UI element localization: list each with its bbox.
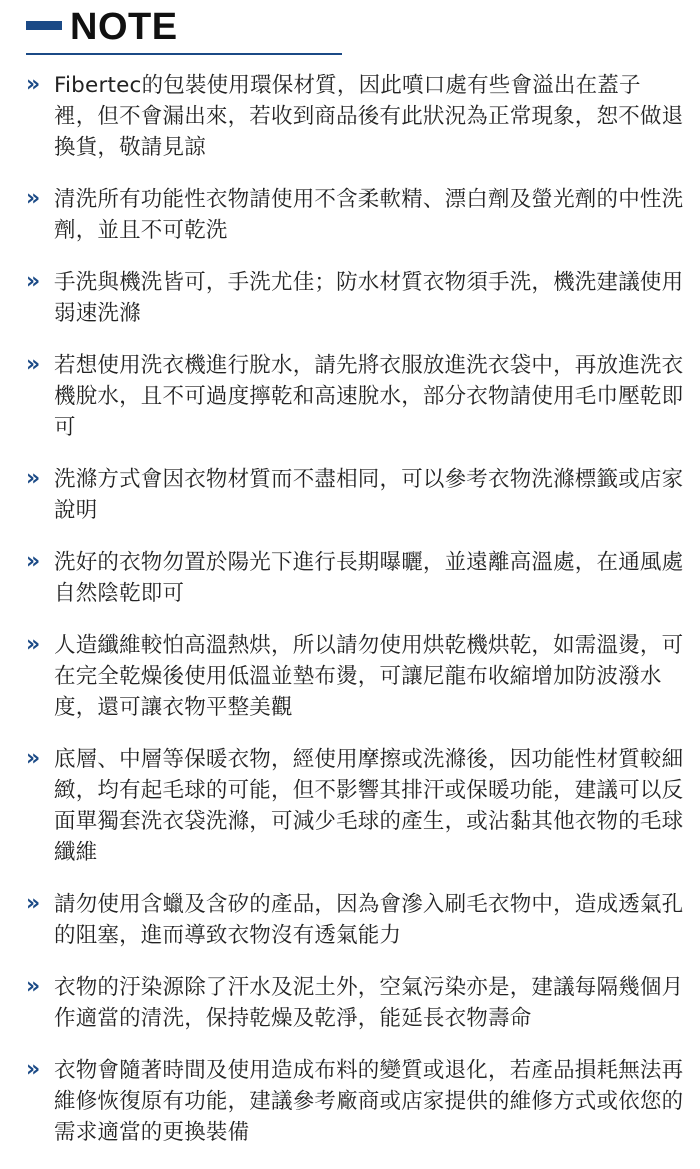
note-text: 若想使用洗衣機進行脫水，請先將衣服放進洗衣袋中，再放進洗衣機脫水，且不可過度擰乾和高速脫水，部分衣物請使用毛巾壓乾即可 — [54, 353, 684, 440]
note-item — [0, 350, 700, 443]
note-text: 請勿使用含蠟及含矽的產品，因為會滲入刷毛衣物中，造成透氣孔的阻塞，進而導致衣物沒有透氣能力 — [54, 892, 684, 948]
double-chevron-icon: » — [26, 746, 41, 771]
double-chevron-icon: » — [26, 186, 41, 211]
note-item — [0, 972, 700, 1034]
double-chevron-icon: » — [26, 352, 41, 377]
note-item — [0, 464, 700, 526]
double-chevron-icon: » — [26, 891, 41, 916]
note-text: Fibertec的包裝使用環保材質，因此噴口處有些會溢出在蓋子裡，但不會漏出來，若收到商品後有此狀況為正常現象，恕不做退換貨，敬請見諒 — [54, 73, 684, 160]
double-chevron-icon: » — [26, 1057, 41, 1082]
double-chevron-icon: » — [26, 549, 41, 574]
note-text: 手洗與機洗皆可，手洗尤佳；防水材質衣物須手洗，機洗建議使用弱速洗滌 — [54, 270, 684, 326]
double-chevron-icon: » — [26, 632, 41, 657]
note-list — [0, 70, 700, 1169]
double-chevron-icon: » — [26, 269, 41, 294]
note-item — [0, 1055, 700, 1148]
header-accent-bar — [26, 21, 62, 30]
note-text: 人造纖維較怕高溫熱烘，所以請勿使用烘乾機烘乾，如需溫燙，可在完全乾燥後使用低溫並墊布燙，可讓尼龍布收縮增加防波潑水度，還可讓衣物平整美觀 — [54, 633, 684, 720]
note-text: 清洗所有功能性衣物請使用不含柔軟精、漂白劑及螢光劑的中性洗劑，並且不可乾洗 — [54, 187, 684, 243]
note-item — [0, 184, 700, 246]
note-header — [0, 0, 700, 60]
double-chevron-icon: » — [26, 974, 41, 999]
note-text: 衣物的汙染源除了汗水及泥土外，空氣污染亦是，建議每隔幾個月作適當的清洗，保持乾燥及乾淨，能延長衣物壽命 — [54, 975, 684, 1031]
note-item — [0, 889, 700, 951]
header-underline — [26, 53, 342, 55]
double-chevron-icon: » — [26, 72, 41, 97]
note-text: 衣物會隨著時間及使用造成布料的變質或退化，若產品損耗無法再維修恢復原有功能，建議參考廠商或店家提供的維修方式或依您的需求適當的更換裝備 — [54, 1058, 684, 1145]
note-text: 洗好的衣物勿置於陽光下進行長期曝曬，並遠離高溫處，在通風處自然陰乾即可 — [54, 550, 684, 606]
note-text: 底層、中層等保暖衣物，經使用摩擦或洗滌後，因功能性材質較細緻，均有起毛球的可能，但不影響其排汗或保暖功能，建議可以反面單獨套洗衣袋洗滌，可減少毛球的產生，或沾黏其他衣物的毛球纖維 — [54, 747, 684, 865]
note-item — [0, 630, 700, 723]
note-item — [0, 70, 700, 163]
page-title: NOTE — [70, 6, 178, 48]
note-item — [0, 547, 700, 609]
note-item — [0, 267, 700, 329]
note-text: 洗滌方式會因衣物材質而不盡相同，可以參考衣物洗滌標籤或店家說明 — [54, 467, 684, 523]
double-chevron-icon: » — [26, 466, 41, 491]
note-item — [0, 744, 700, 868]
